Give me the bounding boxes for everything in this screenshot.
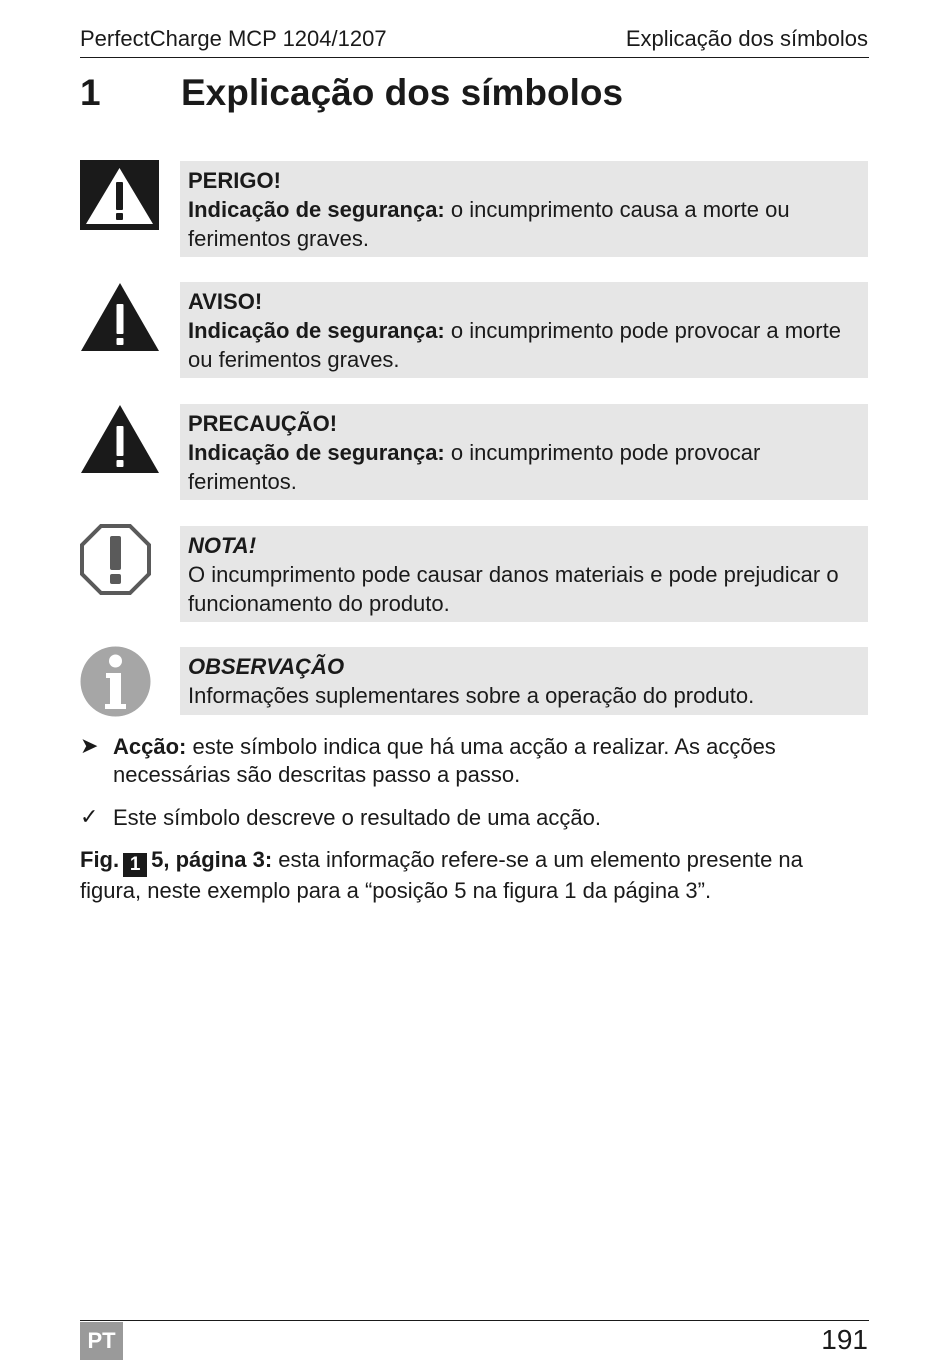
action-arrow-icon: ➤ <box>80 733 99 758</box>
notice-note <box>180 526 868 622</box>
page-number: 191 <box>821 1324 868 1355</box>
header-product: PerfectCharge MCP 1204/1207 <box>80 26 387 51</box>
action-description: Acção: este símbolo indica que há uma acção a realizar. As acções necessárias são descritas passo a passo. <box>113 734 776 787</box>
notice-info <box>180 647 868 715</box>
info-circle-icon <box>80 646 151 717</box>
figure-reference: Fig. 1 5, página 3: esta informação refere-se a um elemento presente na figura, neste exemplo para a “posição 5 na figura 1 da página 3”. <box>80 847 803 903</box>
notice-title: PERIGO! <box>188 168 281 193</box>
notice-title: PRECAUÇÃO! <box>188 411 338 436</box>
section-number: 1 <box>80 72 101 113</box>
header-section: Explicação dos símbolos <box>625 26 868 51</box>
warning-triangle-icon <box>80 282 160 352</box>
notice-title: AVISO! <box>188 289 263 314</box>
figure-number-box: 1 <box>123 853 147 877</box>
language-badge: PT <box>80 1322 123 1360</box>
notice-title: NOTA! <box>188 533 257 558</box>
header-divider <box>80 57 869 58</box>
notice-text: Indicação de segurança: o incumprimento pode provocar ferimentos. <box>188 440 761 494</box>
footer-divider <box>80 1320 869 1321</box>
notice-text: Indicação de segurança: o incumprimento pode provocar a morte ou ferimentos graves. <box>188 318 841 372</box>
notice-octagon-icon <box>80 524 151 595</box>
notice-danger <box>180 161 868 257</box>
checkmark-icon: ✓ <box>80 804 99 829</box>
notice-warning <box>180 282 868 378</box>
caution-triangle-icon <box>80 404 160 474</box>
danger-warning-icon <box>80 160 159 230</box>
notice-caution <box>180 404 868 500</box>
notice-text: O incumprimento pode causar danos materiais e pode prejudicar o funcionamento do produto. <box>188 562 839 616</box>
notice-title: OBSERVAÇÃO <box>188 654 345 679</box>
page-title: Explicação dos símbolos <box>181 72 624 113</box>
notice-text: Informações suplementares sobre a operação do produto. <box>188 683 755 708</box>
result-description: Este símbolo descreve o resultado de uma acção. <box>113 805 601 830</box>
notice-text: Indicação de segurança: o incumprimento causa a morte ou ferimentos graves. <box>188 197 790 251</box>
